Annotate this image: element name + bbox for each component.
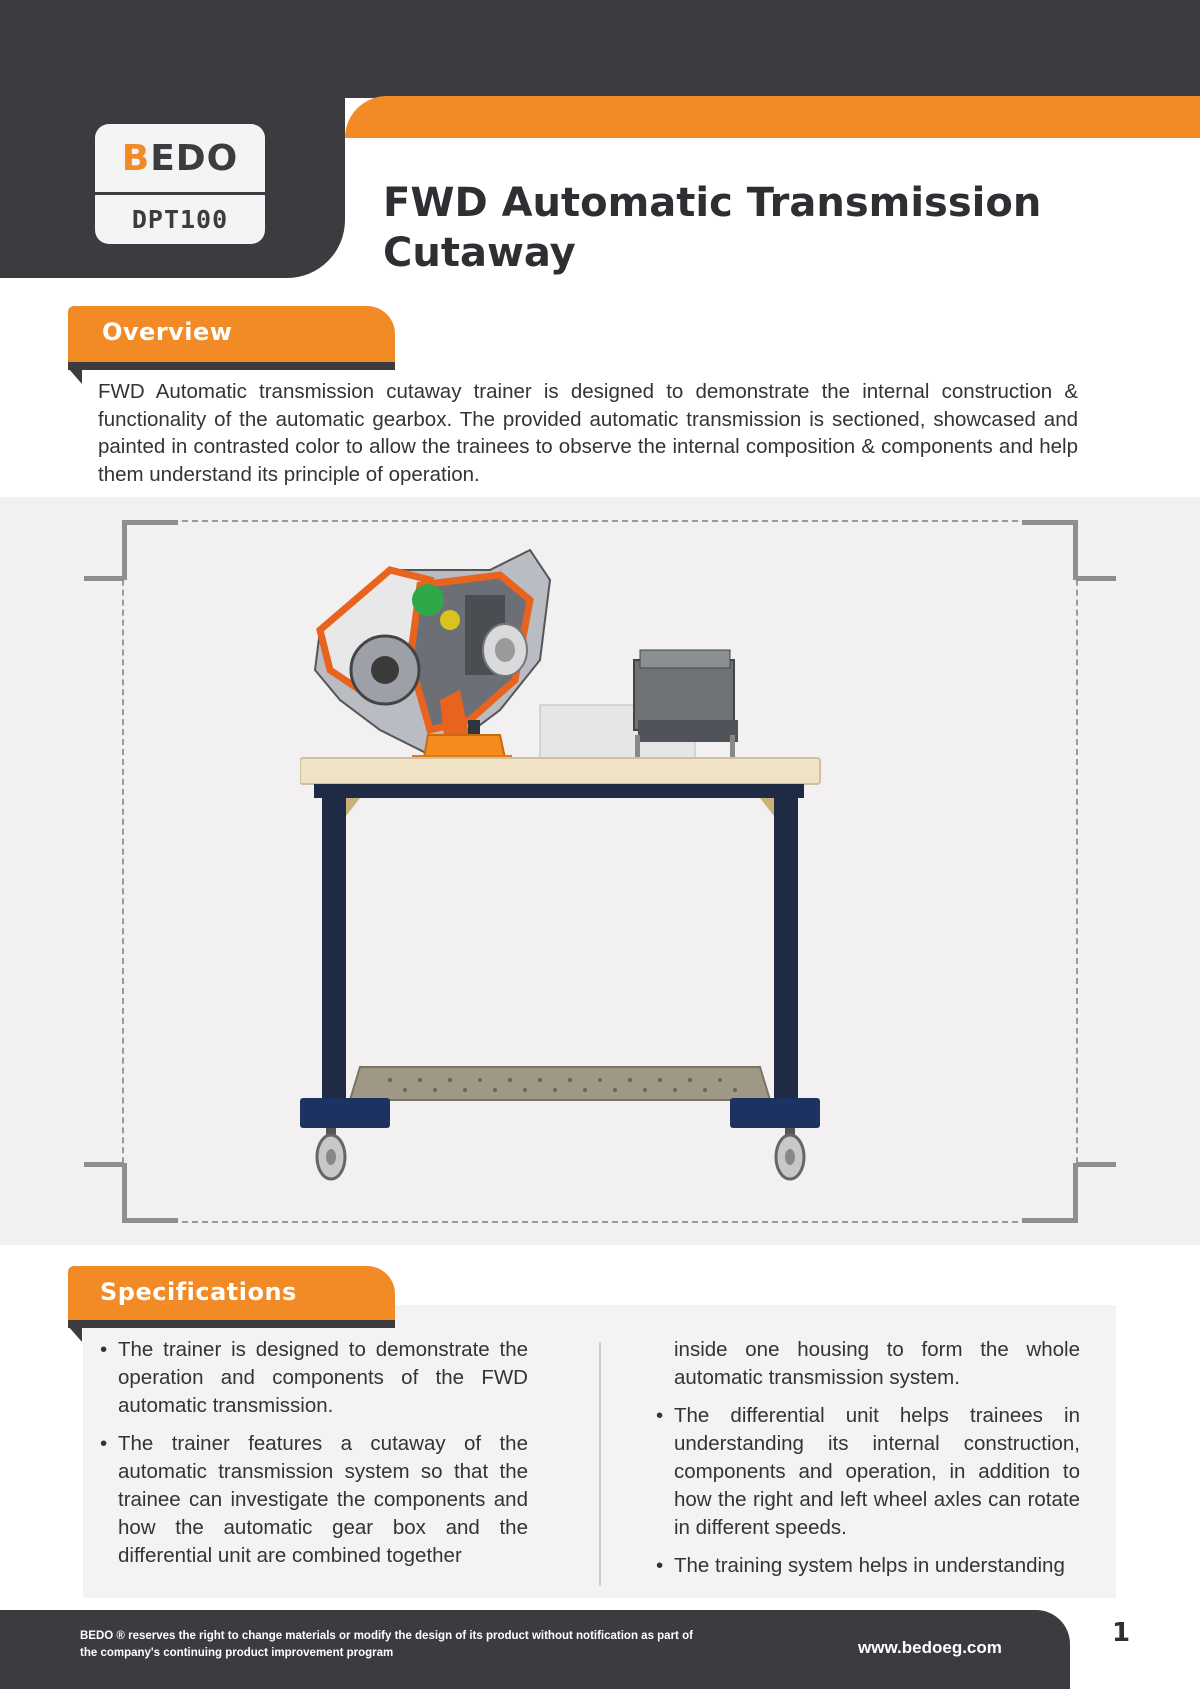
header-orange-band (345, 96, 1200, 138)
spec-item-continuation: inside one housing to form the whole automatic transmission system. (674, 1338, 1080, 1389)
overview-tab (68, 306, 395, 362)
transmission-cutaway (315, 550, 550, 755)
page-title: FWD Automatic Transmission Cutaway (383, 180, 1042, 276)
caster-right (776, 1128, 804, 1179)
brand-card (95, 124, 265, 244)
frame-tick-top-left (84, 576, 124, 581)
overview-heading: Overview (102, 318, 233, 346)
frame-tick-top-right (1076, 576, 1116, 581)
valve-body-model (540, 650, 738, 765)
spec-item: • The training system helps in understanding (656, 1552, 1080, 1580)
frame-bracket-top-right (1022, 520, 1078, 580)
spec-item: • The trainer is designed to demonstrate the operation and components of the FWD automatic transmission. (100, 1336, 528, 1420)
product-photo-transmission-trainer (300, 540, 900, 1210)
base-runner-left (300, 1098, 390, 1128)
model-code-box (95, 195, 265, 244)
spec-item: • The trainer features a cutaway of the automatic transmission system so that the trainee can investigate the components and how the automatic gear box and the differential unit are combined together (100, 1430, 528, 1570)
frame-tick-bottom-right (1076, 1162, 1116, 1167)
specifications-heading: Specifications (100, 1278, 297, 1306)
frame-bracket-bottom-left (122, 1163, 178, 1223)
table-leg-right (774, 798, 798, 1098)
overview-paragraph: FWD Automatic transmission cutaway trainer is designed to demonstrate the internal construction & functionality of the automatic gearbox. The provided automatic transmission is sectioned, showcased and painted in contrasted color to allow the trainees to observe the internal composition & components and help them understand its principle of operation. (98, 380, 1078, 486)
table-top (300, 758, 820, 784)
specifications-tab (68, 1266, 395, 1322)
frame-bracket-bottom-right (1022, 1163, 1078, 1223)
table-leg-left (322, 798, 346, 1098)
overview-tab-shadow (68, 362, 395, 370)
specifications-column-right (656, 1336, 1080, 1590)
table-apron (314, 784, 804, 798)
model-code: DPT100 (131, 205, 229, 234)
spec-item: • The differential unit helps trainees in understanding its internal construction, components and operation, in addition to how the right and left wheel axles can rotate in different speeds. (656, 1402, 1080, 1542)
specifications-column-divider (599, 1342, 601, 1586)
frame-tick-bottom-left (84, 1162, 124, 1167)
specifications-tab-shadow (68, 1320, 395, 1328)
website-link[interactable]: www.bedoeg.com (858, 1638, 1002, 1657)
frame-bracket-top-left (122, 520, 178, 580)
specifications-tab-notch (68, 1326, 82, 1342)
brand-logo (95, 124, 265, 192)
base-runner-right (730, 1098, 820, 1128)
table-shelf (350, 1067, 770, 1100)
specifications-column-left (100, 1336, 528, 1580)
page-number: 1 (1112, 1618, 1131, 1648)
footer-notice: BEDO ® reserves the right to change materials or modify the design of its product without notification as part of the company's continuing product improvement program (80, 1630, 693, 1659)
overview-tab-notch (68, 368, 82, 384)
brand-logo-text: BEDO (121, 137, 239, 179)
caster-left (317, 1128, 345, 1179)
